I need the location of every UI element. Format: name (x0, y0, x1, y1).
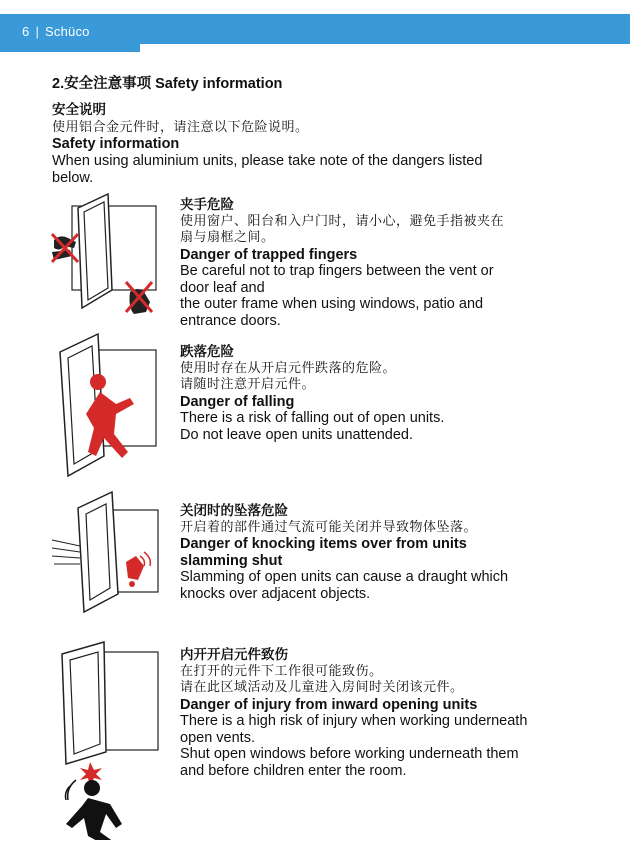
hazard-zh-line: 使用窗户、阳台和入户门时，请小心，避免手指被夹在 (180, 213, 505, 229)
hazard-en-line: Be careful not to trap fingers between the vent or (180, 263, 494, 279)
hazard-en-line: Slamming of open units can cause a draught which (180, 569, 509, 585)
page-number: 6 (22, 24, 30, 39)
hazard-en-line: knocks over adjacent objects. (180, 585, 371, 602)
section-title: 2.安全注意事项 Safety information (52, 76, 283, 92)
header (0, 0, 630, 44)
hazard-en-title-2: slamming shut (180, 552, 283, 569)
hazard-en-line: the outer frame when using windows, patio and (180, 296, 484, 312)
hazard-zh-line: 在打开的元件下工作很可能致伤。 (180, 663, 383, 679)
hazard-head-injury (180, 647, 560, 779)
hazard-knocking-items (180, 503, 560, 602)
hazard-en-title: Danger of injury from inward opening units (180, 696, 478, 713)
header-text: 6 | Schüco (22, 24, 90, 39)
hazard-en-line: Do not leave open units unattended. (180, 426, 413, 443)
hazard-zh-title: 内开开启元件致伤 (180, 647, 288, 663)
knocking-items-icon (48, 490, 168, 615)
intro-block (52, 102, 572, 187)
hazard-en-line: door leaf and (180, 279, 265, 296)
intro-en-text-1: When using aluminium units, please take note of the dangers listed (52, 153, 483, 169)
hazard-en-title: Danger of trapped fingers (180, 246, 358, 263)
trapped-fingers-icon (48, 190, 168, 320)
hazard-zh-line: 请在此区域活动及儿童进入房间时关闭该元件。 (180, 680, 464, 695)
intro-en-text-2: below. (52, 170, 94, 186)
hazard-en-line: There is a risk of falling out of open units. (180, 410, 445, 426)
hazard-zh-line: 请随时注意开启元件。 (180, 377, 316, 392)
hazard-falling (180, 344, 560, 443)
hazard-en-line: open vents. (180, 729, 255, 746)
head-injury-icon (48, 640, 168, 840)
hazard-zh-title: 跌落危险 (180, 344, 234, 360)
hazard-zh-title: 关闭时的坠落危险 (180, 503, 288, 519)
intro-zh-text: 使用铝合金元件时，请注意以下危险说明。 (52, 120, 309, 135)
intro-en-title: Safety information (52, 136, 180, 152)
intro-zh-title: 安全说明 (52, 102, 106, 118)
hazard-en-line: and before children enter the room. (180, 762, 407, 779)
brand-name: Schüco (45, 24, 90, 39)
hazard-zh-line: 使用时存在从开启元件跌落的危险。 (180, 360, 397, 376)
hazard-zh-title: 夹手危险 (180, 197, 234, 213)
hazard-en-title: Danger of falling (180, 393, 295, 410)
hazard-en-line: Shut open windows before working underneath them (180, 746, 519, 762)
hazard-zh-line: 开启着的部件通过气流可能关闭并导致物体坠落。 (180, 519, 478, 535)
hazard-en-title: Danger of knocking items over from units (180, 536, 467, 552)
hazard-trapped-fingers (180, 197, 560, 329)
falling-person-icon (48, 330, 168, 480)
hazard-en-line: There is a high risk of injury when working underneath (180, 713, 528, 729)
hazard-zh-line: 扇与扇框之间。 (180, 230, 275, 245)
hazard-en-line: entrance doors. (180, 312, 281, 329)
